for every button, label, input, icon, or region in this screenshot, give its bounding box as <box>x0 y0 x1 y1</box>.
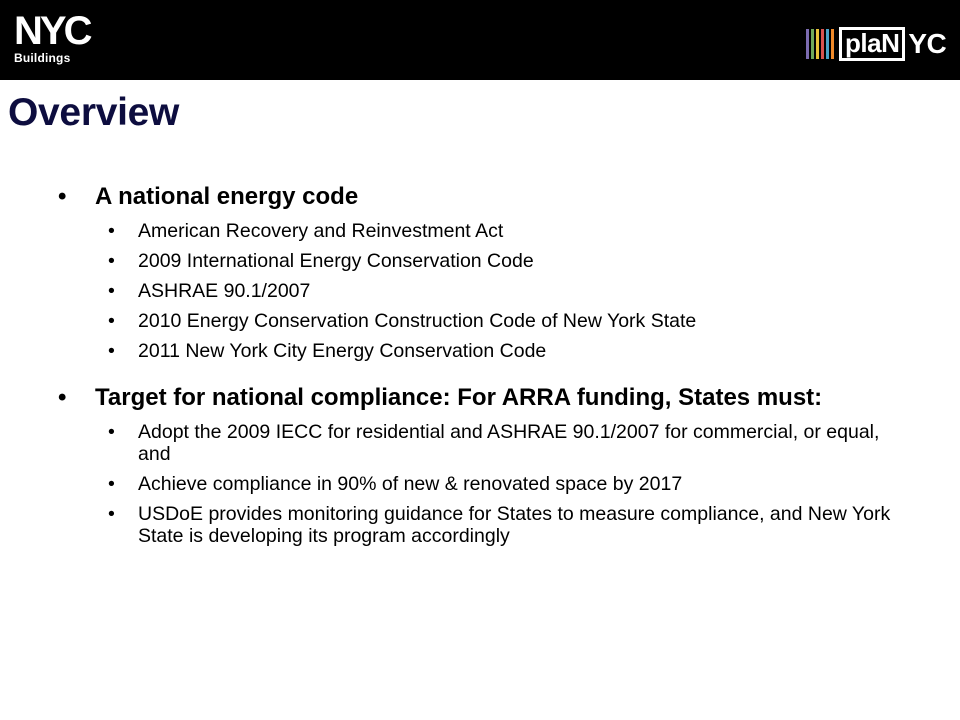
nyc-logo-subtext: Buildings <box>14 51 71 65</box>
sub-bullet-text: USDoE provides monitoring guidance for States to measure compliance, and New York State is developing its program accordingly <box>138 503 891 547</box>
stripe-6 <box>831 29 834 59</box>
bullet-marker: • <box>108 421 115 443</box>
slide-title: Overview <box>8 91 180 134</box>
nyc-logo-mark <box>12 10 124 50</box>
bullet-marker: • <box>108 250 115 272</box>
plan-logo-boxed-text: plaN <box>839 27 905 61</box>
bullet-marker: • <box>108 473 115 495</box>
sub-bullet-text: American Recovery and Reinvestment Act <box>138 220 504 242</box>
sub-bullet-text: ASHRAE 90.1/2007 <box>138 280 311 302</box>
plan-nyc-logo <box>806 24 946 64</box>
bullet-marker: • <box>58 183 67 210</box>
bullet-text: A national energy code <box>95 183 359 210</box>
bullet-level-2 <box>108 280 938 302</box>
stripe-5 <box>826 29 829 59</box>
sub-bullet-text: Achieve compliance in 90% of new & renovated space by 2017 <box>138 473 683 495</box>
plan-logo-stripes <box>806 29 836 59</box>
sub-bullet-text: 2011 New York City Energy Conservation Code <box>138 340 547 362</box>
stripe-1 <box>806 29 809 59</box>
bullet-level-2 <box>108 340 938 362</box>
bullet-level-2 <box>108 473 938 495</box>
sub-bullet-list <box>108 421 938 547</box>
bullet-marker: • <box>108 503 115 525</box>
bullet-marker: • <box>58 384 67 411</box>
bullet-level-2 <box>108 503 938 547</box>
nyc-buildings-logo <box>12 10 124 68</box>
slide-content <box>58 183 938 569</box>
bullet-marker: • <box>108 340 115 362</box>
nyc-logo-text: NYC <box>14 10 90 50</box>
header-bar <box>0 0 960 80</box>
bullet-marker: • <box>108 220 115 242</box>
bullet-level-2 <box>108 250 938 272</box>
bullet-marker: • <box>108 280 115 302</box>
sub-bullet-text: 2010 Energy Conservation Construction Code of New York State <box>138 310 697 332</box>
sub-bullet-text: Adopt the 2009 IECC for residential and ASHRAE 90.1/2007 for commercial, or equal, and <box>138 421 880 465</box>
stripe-2 <box>811 29 814 59</box>
bullet-section <box>58 384 938 547</box>
bullet-level-1 <box>58 384 938 411</box>
bullet-level-2 <box>108 421 938 465</box>
bullet-level-2 <box>108 310 938 332</box>
sub-bullet-list <box>108 220 938 362</box>
bullet-text: Target for national compliance: For ARRA funding, States must: <box>95 384 823 411</box>
sub-bullet-text: 2009 International Energy Conservation Code <box>138 250 534 272</box>
bullet-level-1 <box>58 183 938 210</box>
stripe-3 <box>816 29 819 59</box>
bullet-section <box>58 183 938 362</box>
bullet-level-2 <box>108 220 938 242</box>
bullet-marker: • <box>108 310 115 332</box>
stripe-4 <box>821 29 824 59</box>
plan-logo-text: YC <box>908 28 947 59</box>
